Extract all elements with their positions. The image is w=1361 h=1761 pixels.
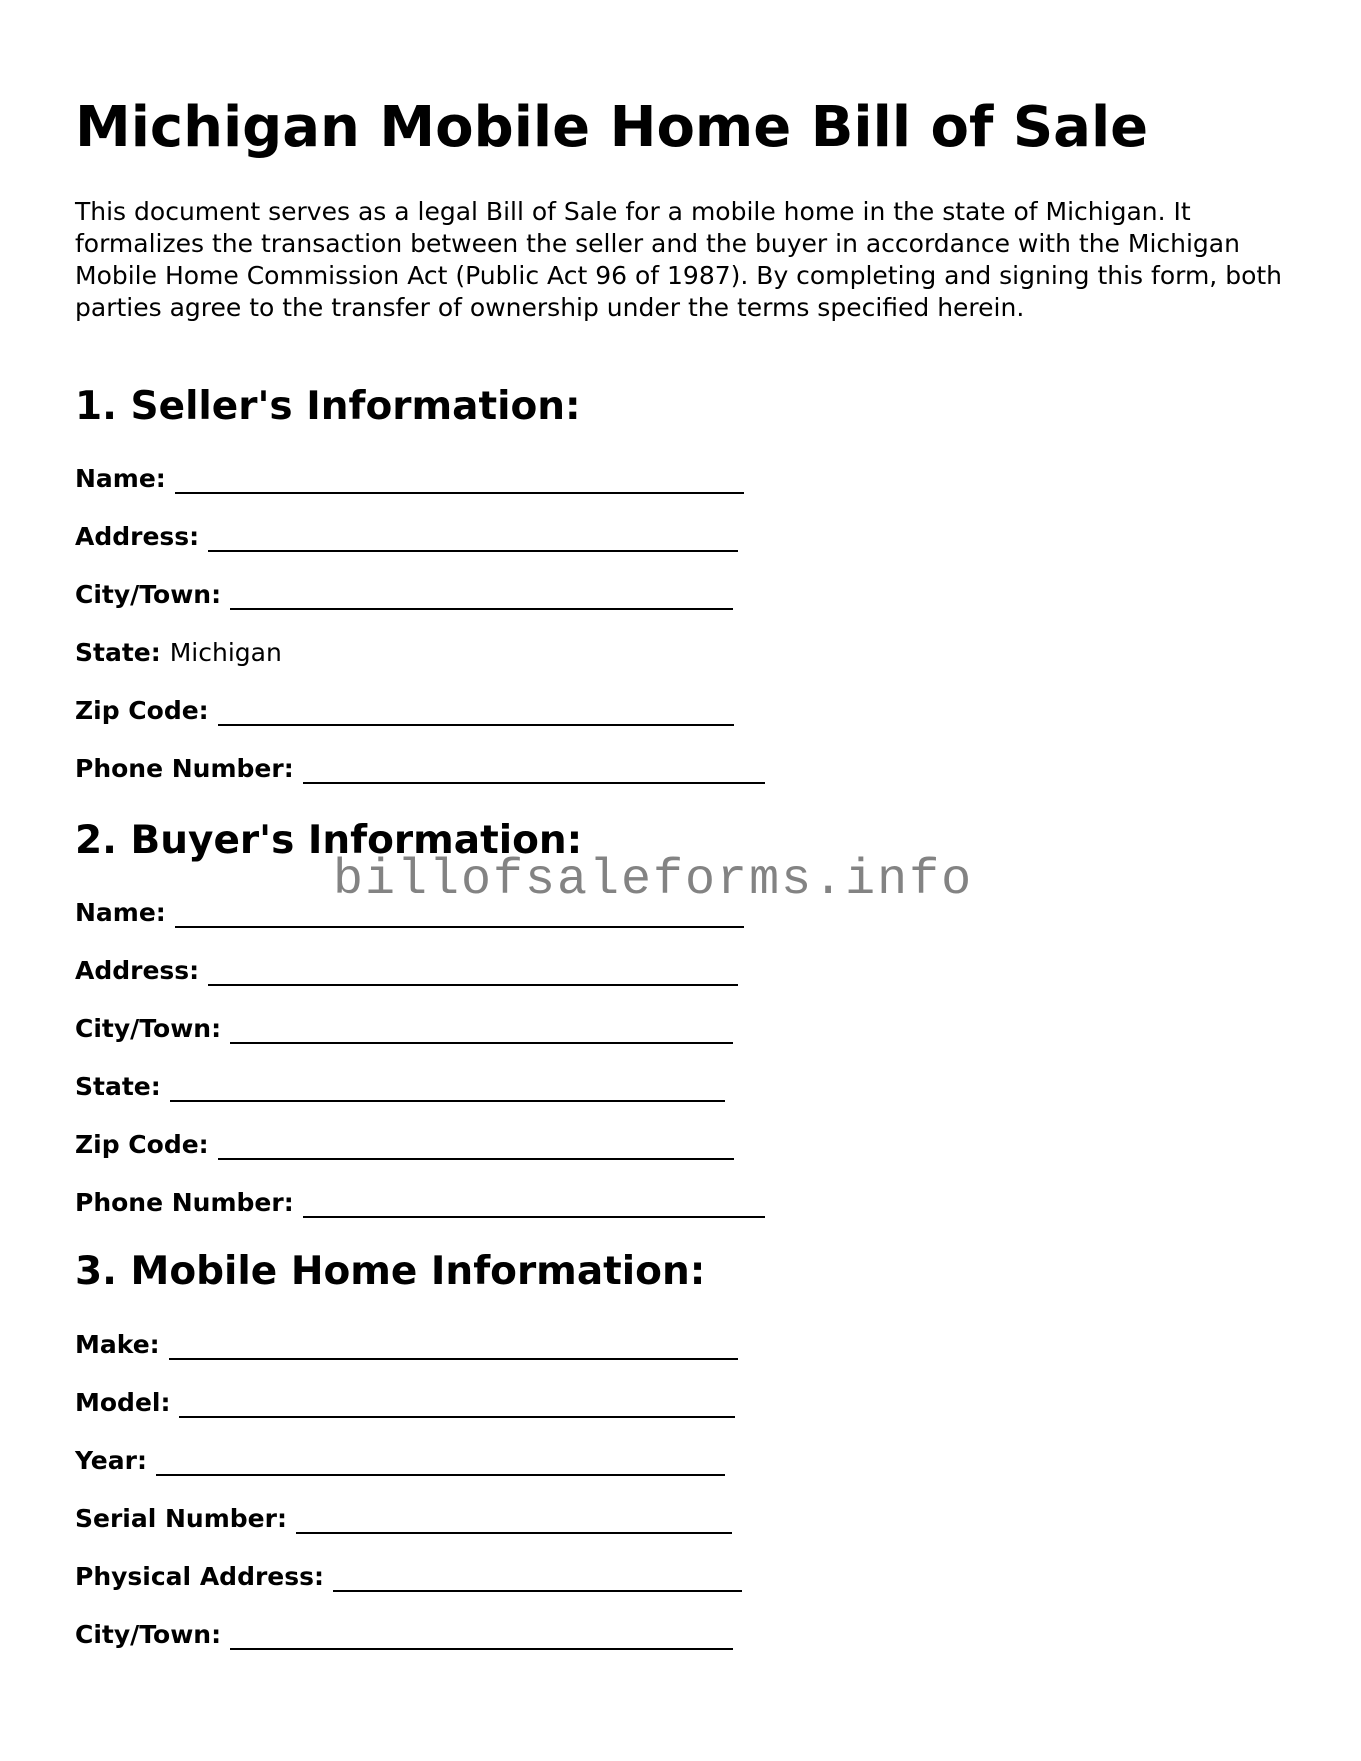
seller-name-input[interactable] (175, 468, 744, 494)
home-serial-field (75, 1500, 732, 1534)
seller-city-label: City/Town: (75, 580, 222, 609)
home-year-field (75, 1442, 725, 1476)
buyer-zip-label: Zip Code: (75, 1130, 209, 1159)
home-year-label: Year: (75, 1446, 147, 1475)
seller-address-label: Address: (75, 522, 200, 551)
home-section-heading: 3. Mobile Home Information: (75, 1249, 706, 1294)
buyer-name-label: Name: (75, 898, 166, 927)
document-title: Michigan Mobile Home Bill of Sale (75, 95, 1149, 160)
home-physical-address-input[interactable] (333, 1566, 742, 1592)
buyer-city-input[interactable] (230, 1018, 733, 1044)
home-city-label: City/Town: (75, 1620, 222, 1649)
home-model-field (75, 1384, 735, 1418)
seller-phone-label: Phone Number: (75, 754, 294, 783)
buyer-state-input[interactable] (170, 1076, 725, 1102)
seller-zip-field (75, 692, 734, 726)
buyer-state-field (75, 1068, 725, 1102)
home-city-field (75, 1616, 733, 1650)
seller-address-field (75, 518, 738, 552)
buyer-phone-field (75, 1184, 765, 1218)
home-model-input[interactable] (179, 1392, 735, 1418)
home-make-label: Make: (75, 1330, 160, 1359)
buyer-state-label: State: (75, 1072, 161, 1101)
home-make-field (75, 1326, 738, 1360)
buyer-zip-field (75, 1126, 734, 1160)
seller-name-field (75, 460, 744, 494)
buyer-phone-input[interactable] (303, 1192, 765, 1218)
buyer-address-label: Address: (75, 956, 200, 985)
seller-section-heading: 1. Seller's Information: (75, 384, 581, 429)
buyer-section-heading: 2. Buyer's Information: (75, 818, 583, 863)
seller-state-value: Michigan (169, 638, 282, 667)
home-physical-address-label: Physical Address: (75, 1562, 325, 1591)
buyer-city-label: City/Town: (75, 1014, 222, 1043)
buyer-address-input[interactable] (208, 960, 738, 986)
seller-address-input[interactable] (208, 526, 738, 552)
buyer-city-field (75, 1010, 733, 1044)
home-make-input[interactable] (169, 1334, 738, 1360)
home-physical-address-field (75, 1558, 742, 1592)
seller-city-input[interactable] (230, 584, 733, 610)
seller-city-field (75, 576, 733, 610)
home-serial-label: Serial Number: (75, 1504, 287, 1533)
seller-zip-label: Zip Code: (75, 696, 209, 725)
seller-state-field (75, 634, 282, 668)
seller-phone-field (75, 750, 765, 784)
buyer-phone-label: Phone Number: (75, 1188, 294, 1217)
buyer-address-field (75, 952, 738, 986)
home-model-label: Model: (75, 1388, 171, 1417)
home-serial-input[interactable] (296, 1508, 732, 1534)
seller-phone-input[interactable] (303, 758, 765, 784)
seller-zip-input[interactable] (218, 700, 734, 726)
home-year-input[interactable] (156, 1450, 725, 1476)
buyer-zip-input[interactable] (218, 1134, 734, 1160)
seller-name-label: Name: (75, 464, 166, 493)
seller-state-label: State: (75, 638, 161, 667)
watermark-text: billofsaleforms.info (333, 852, 974, 909)
intro-paragraph: This document serves as a legal Bill of Sale for a mobile home in the state of Michigan. It formalizes the transaction between the seller and the buyer in accordance with the Michigan Mobile Home Commission Act (Public Act 96 of 1987). By completing and signing this form, both parties agree to the transfer of ownership under the terms specified herein. (75, 197, 1283, 322)
home-city-input[interactable] (230, 1624, 733, 1650)
